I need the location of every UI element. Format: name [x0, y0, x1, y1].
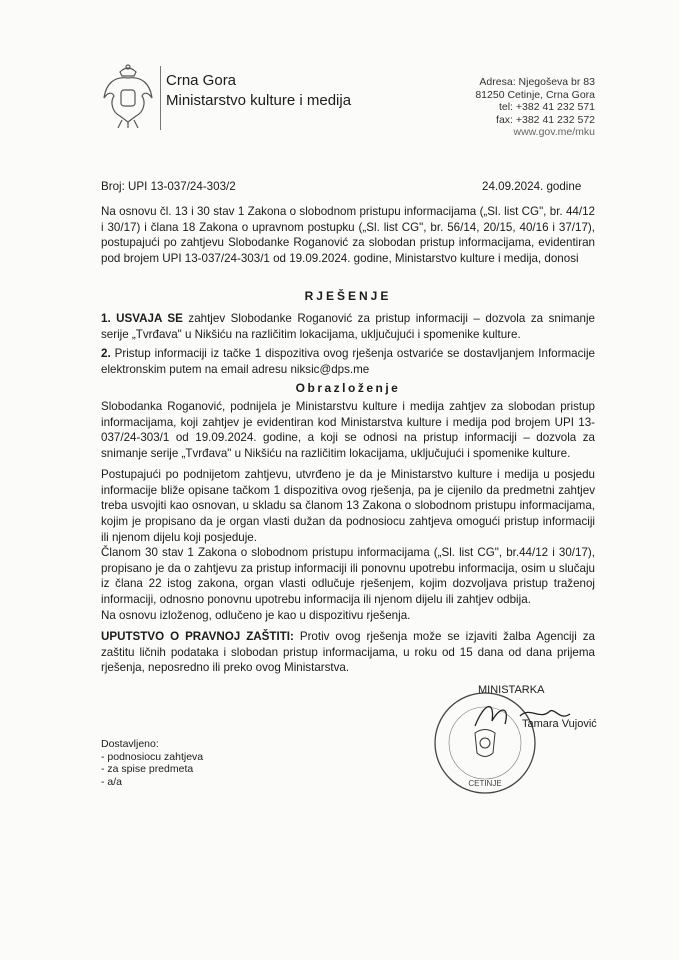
address-line: 81250 Cetinje, Crna Gora: [475, 88, 595, 101]
item-text: zahtjev Slobodanke Roganović za pristup informaciji – dozvola za snimanje serije „Tvrđava" u Nikšiću na različitim lokacijama, uključujući i spomenike kulture.: [101, 312, 595, 341]
delivery-item: - a/a: [101, 775, 123, 788]
decision-item-2: [101, 346, 595, 377]
reasoning-paragraph: Članom 30 stav 1 Zakona o slobodnom pristupu informacijama („Sl. list CG", br.44/12 i 30/17), propisano je da o zahtjevu za pristup informaciji ili ponovnu upotrebu informacija, osim u slučaju iz člana 22 istog zakona, organ vlasti odlučuje rješenjem, kojim dozvoljava pristup traženoj informaciji, odnosno ponovnu upotrebu informacija ili njenom dijelu ili zahtjev odbija.: [101, 546, 595, 607]
item-lead: 2.: [101, 347, 111, 360]
reasoning-paragraph: Postupajući po podnijetom zahtjevu, utvrđeno je da je Ministarstvo kulture i medija u posjedu informacije bliže opisane tačkom 1 dispozitiva ovog rješenja, pa je cijenilo da predmetni zahtjev treba usvojiti kao osnovan, u skladu sa članom 13 Zakona o slobodnom pristupu informacijama, kojim je propisano da je organ vlasti dužan da podnosiocu zahtjeva omogući pristup informaciji ili njenom dijelu koji posjeduje.: [101, 468, 595, 544]
delivery-item: - za spise predmeta: [101, 763, 194, 775]
reference-number: Broj: UPI 13-037/24-303/2: [101, 180, 236, 193]
item-text: Pristup informaciji iz tačke 1 dispozitiva ovog rješenja ostvariće se dostavljanjem Informacije elektronskim putem na email adresu niksic@dps.me: [101, 347, 595, 376]
address-line: Adresa: Njegoševa br 83: [479, 76, 595, 88]
signatory-name: Tamara Vujović: [522, 718, 597, 730]
phone-line: tel: +382 41 232 571: [498, 101, 595, 113]
ministry-name: Ministarstvo kulture i medija: [166, 92, 352, 109]
fax-line: fax: +382 41 232 572: [496, 113, 595, 126]
country-name: Crna Gora: [166, 72, 237, 89]
decision-title: RJEŠENJE: [304, 289, 392, 303]
reasoning-paragraph: Slobodanka Roganović, podnijela je Ministarstvu kulture i medija zahtjev za slobodan pristup informacijama, koji zahtjev je evidentiran kod Ministarstva kulture i medija pod brojem UPI 13-037/24-303/1 od 19.09.2024. godine, a koji se odnosi na pristup informaciji – dozvola za snimanje serije „Tvrđava" u Nikšiću na različitim lokacijama, uključujući i spomenike kulture.: [101, 400, 595, 461]
legal-remedy-lead: UPUTSTVO O PRAVNOJ ZAŠTITI:: [101, 630, 294, 643]
intro-paragraph: Na osnovu čl. 13 i 30 stav 1 Zakona o slobodnom pristupu informacijama („Sl. list CG", br. 44/12 i 30/17) i člana 18 Zakona o upravnom postupku („Sl. list CG", br. 56/14, 20/15, 40/16 i 37/17), postupajući po zahtjevu Slobodanke Roganović za slobodan pristup informacijama, evidentiran pod brojem UPI 13-037/24-303/1 od 19.09.2024. godine, Ministarstvo kulture i medija, donosi: [101, 205, 595, 266]
legal-remedy-text: Protiv ovog rješenja može se izjaviti žalba Agenciji za zaštitu ličnih podataka i slobodan pristup informacijama, u roku od 15 dana od dana prijema rješenja, neposredno ili preko ovog Ministarstva.: [101, 630, 595, 675]
website-link[interactable]: www.gov.me/mku: [513, 126, 595, 138]
coat-of-arms-logo: [100, 62, 156, 130]
decision-item-1: [101, 311, 595, 342]
signatory-title: MINISTARKA: [478, 684, 545, 696]
legal-remedy: [101, 629, 595, 676]
reasoning-title: Obrazloženje: [295, 381, 401, 395]
delivery-item: - podnosiocu zahtjeva: [101, 750, 204, 763]
delivery-title: Dostavljeno:: [101, 738, 159, 750]
item-lead: 1. USVAJA SE: [101, 312, 183, 325]
contact-block: [475, 76, 595, 139]
document-date: 24.09.2024. godine: [482, 180, 582, 193]
reasoning-paragraph: Na osnovu izloženog, odlučeno je kao u dispozitivu rješenja.: [101, 609, 411, 622]
header-divider: [160, 66, 161, 130]
delivery-list: [101, 738, 203, 788]
svg-text:CETINJE: CETINJE: [468, 779, 502, 788]
